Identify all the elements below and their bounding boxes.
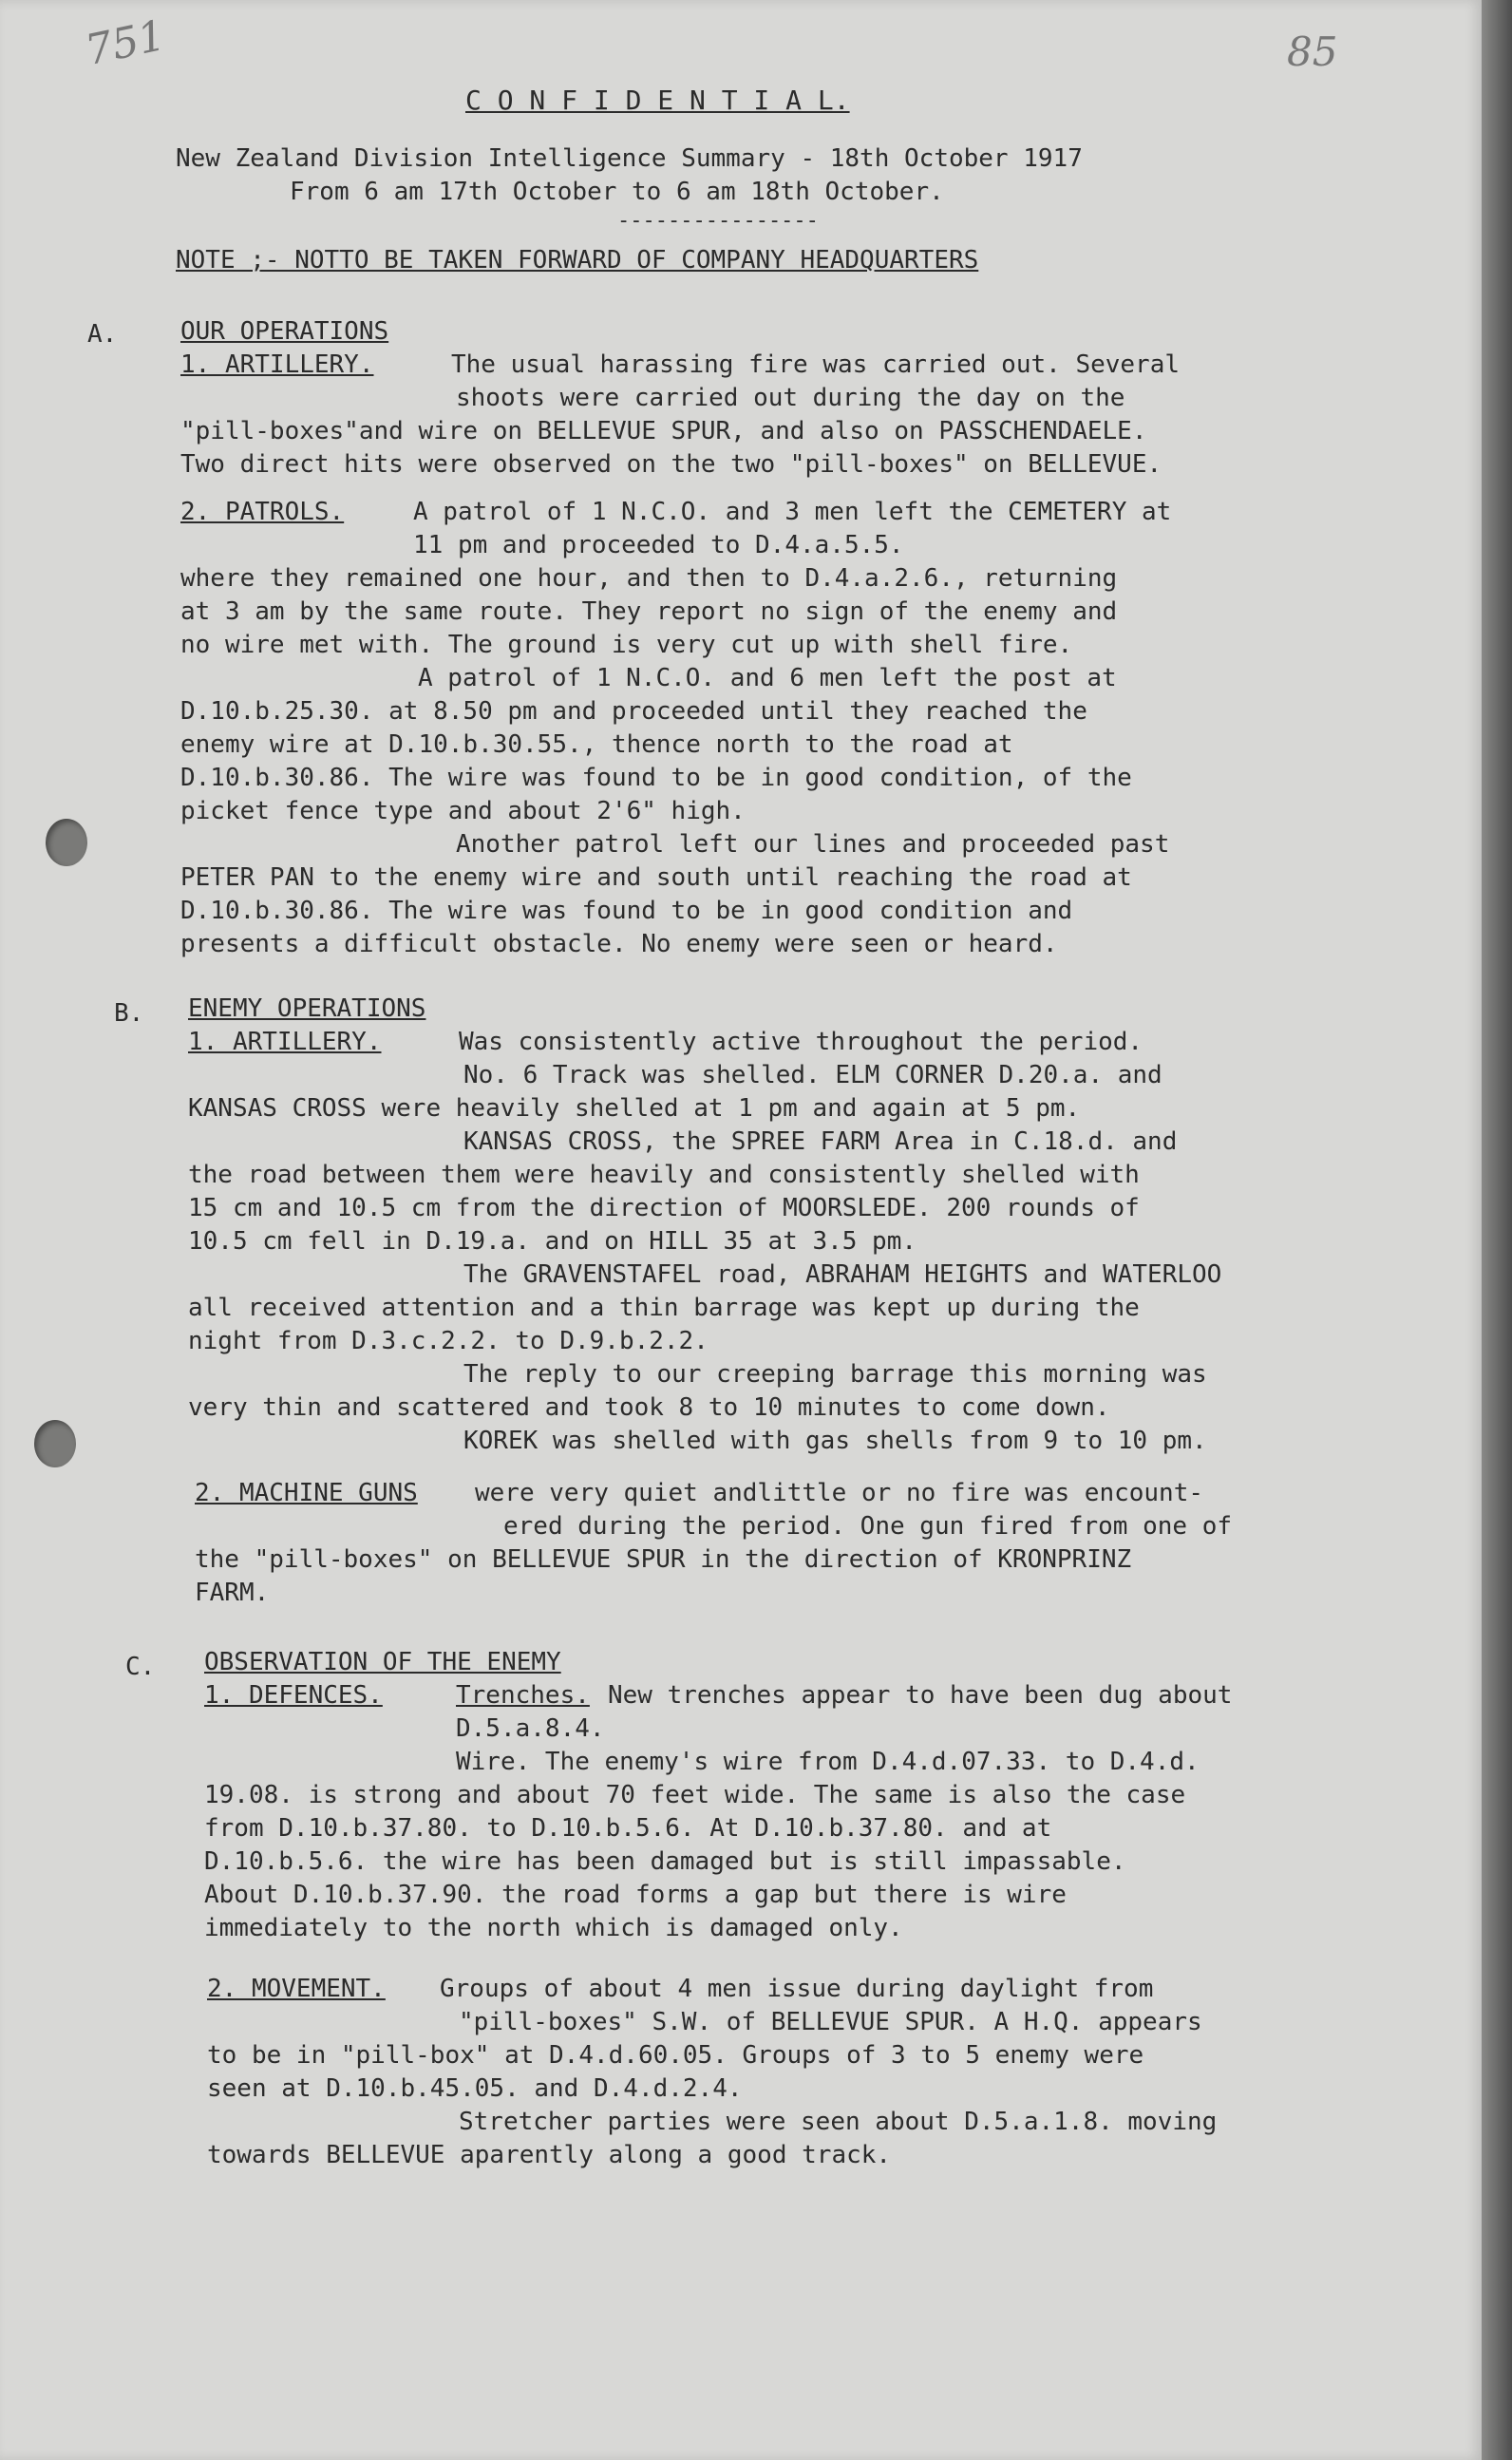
distribution-note: NOTE ;- NOTTO BE TAKEN FORWARD OF COMPANY HEADQUARTERS [176, 246, 979, 274]
text-line: D.10.b.5.6. the wire has been damaged but is still impassable. [204, 1847, 1126, 1876]
subsection-sublabel: Trenches. [456, 1681, 590, 1710]
document-title: C O N F I D E N T I A L. [465, 85, 850, 116]
text-line: "pill-boxes"and wire on BELLEVUE SPUR, and also on PASSCHENDAELE. [180, 417, 1147, 445]
text-line: presents a difficult obstacle. No enemy were seen or heard. [180, 930, 1058, 958]
punch-hole-bottom [34, 1420, 76, 1467]
text-line: 10.5 cm fell in D.19.a. and on HILL 35 at 3.5 pm. [188, 1227, 917, 1256]
text-line: were very quiet andlittle or no fire was encount- [475, 1479, 1204, 1507]
text-line: very thin and scattered and took 8 to 10 minutes to come down. [188, 1393, 1110, 1422]
text-line: PETER PAN to the enemy wire and south until reaching the road at [180, 863, 1132, 892]
text-line: night from D.3.c.2.2. to D.9.b.2.2. [188, 1327, 709, 1355]
folio-number-left: 751 [81, 10, 170, 76]
text-line: Groups of about 4 men issue during daylight from [440, 1975, 1154, 2003]
text-line: Wire. The enemy's wire from D.4.d.07.33. to D.4.d. [456, 1748, 1200, 1776]
text-line: the "pill-boxes" on BELLEVUE SPUR in the direction of KRONPRINZ [195, 1545, 1132, 1574]
subsection-label: 1. ARTILLERY. [180, 350, 374, 379]
text-line: picket fence type and about 2'6" high. [180, 797, 746, 825]
text-line: from D.10.b.37.80. to D.10.b.5.6. At D.10.b.37.80. and at [204, 1814, 1052, 1843]
text-line: all received attention and a thin barrage was kept up during the [188, 1294, 1140, 1322]
text-line: to be in "pill-box" at D.4.d.60.05. Groups of 3 to 5 enemy were [207, 2041, 1144, 2070]
text-line: D.10.b.30.86. The wire was found to be in good condition and [180, 897, 1073, 925]
text-line: D.5.a.8.4. [456, 1714, 605, 1743]
text-line: 15 cm and 10.5 cm from the direction of MOORSLEDE. 200 rounds of [188, 1194, 1140, 1222]
text-line: ered during the period. One gun fired from one of [503, 1512, 1233, 1541]
text-line: KANSAS CROSS were heavily shelled at 1 pm and again at 5 pm. [188, 1094, 1081, 1123]
text-line: The usual harassing fire was carried out. Several [451, 350, 1181, 379]
section-heading: OUR OPERATIONS [180, 317, 389, 346]
subsection-machine-guns [195, 1477, 1232, 1610]
text-line: KANSAS CROSS, the SPREE FARM Area in C.18.d. and [463, 1127, 1178, 1156]
text-line: D.10.b.25.30. at 8.50 pm and proceeded until they reached the [180, 697, 1087, 726]
section-observation [204, 1646, 1233, 1945]
text-line: the road between them were heavily and consistently shelled with [188, 1161, 1140, 1189]
subsection-label: 2. MACHINE GUNS [195, 1479, 418, 1507]
summary-period: From 6 am 17th October to 6 am 18th October. [290, 178, 944, 206]
text-line: Another patrol left our lines and proceeded past [456, 830, 1170, 859]
section-enemy-operations [188, 993, 1221, 1458]
text-line: KOREK was shelled with gas shells from 9 to 10 pm. [463, 1427, 1207, 1455]
subsection-label: 2. PATROLS. [180, 498, 345, 526]
text-line: at 3 am by the same route. They report no sign of the enemy and [180, 597, 1118, 626]
text-line: shoots were carried out during the day on the [456, 384, 1125, 412]
section-our-operations [180, 315, 1181, 482]
subsection-label: 1. ARTILLERY. [188, 1028, 382, 1056]
punch-hole-top [46, 819, 87, 866]
section-letter-b: B. [114, 999, 144, 1028]
subsection-movement [207, 1973, 1217, 2172]
text-line: The reply to our creeping barrage this morning was [463, 1360, 1207, 1389]
text-line: FARM. [195, 1579, 270, 1607]
subsection-label: 1. DEFENCES. [204, 1681, 383, 1710]
text-line: 19.08. is strong and about 70 feet wide. The same is also the case [204, 1781, 1186, 1809]
text-line: Stretcher parties were seen about D.5.a.1.8. moving [459, 2108, 1218, 2136]
text-line: Was consistently active throughout the period. [459, 1028, 1143, 1056]
subsection-label: 2. MOVEMENT. [207, 1975, 386, 2003]
text-line: A patrol of 1 N.C.O. and 3 men left the CEMETERY at [413, 498, 1172, 526]
text-line: where they remained one hour, and then to D.4.a.2.6., returning [180, 564, 1118, 593]
folio-number-right: 85 [1287, 28, 1338, 75]
text-line: seen at D.10.b.45.05. and D.4.d.2.4. [207, 2074, 743, 2103]
text-line: D.10.b.30.86. The wire was found to be in good condition, of the [180, 764, 1132, 792]
text-line: About D.10.b.37.90. the road forms a gap but there is wire [204, 1881, 1067, 1909]
header-rule: ---------------- [617, 209, 819, 233]
text-line: enemy wire at D.10.b.30.55., thence north to the road at [180, 730, 1013, 759]
subsection-patrols [180, 496, 1172, 961]
text-line: A patrol of 1 N.C.O. and 6 men left the post at [418, 664, 1117, 692]
text-line: no wire met with. The ground is very cut up with shell fire. [180, 631, 1073, 659]
text-line: No. 6 Track was shelled. ELM CORNER D.20.a. and [463, 1061, 1162, 1089]
text-line: immediately to the north which is damaged only. [204, 1914, 903, 1942]
section-heading: OBSERVATION OF THE ENEMY [204, 1648, 561, 1676]
text-line: "pill-boxes" S.W. of BELLEVUE SPUR. A H.Q. appears [459, 2008, 1202, 2036]
section-heading: ENEMY OPERATIONS [188, 994, 426, 1023]
text-line: 11 pm and proceeded to D.4.a.5.5. [413, 531, 904, 559]
summary-title: New Zealand Division Intelligence Summary - 18th October 1917 [176, 144, 1083, 173]
text-line: Two direct hits were observed on the two "pill-boxes" on BELLEVUE. [180, 450, 1162, 479]
page-edge [1482, 0, 1512, 2460]
text-line: New trenches appear to have been dug about [608, 1681, 1233, 1710]
section-letter-a: A. [87, 320, 118, 349]
text-line: The GRAVENSTAFEL road, ABRAHAM HEIGHTS and WATERLOO [463, 1260, 1222, 1289]
text-line: towards BELLEVUE aparently along a good track. [207, 2141, 892, 2169]
section-letter-c: C. [125, 1653, 156, 1681]
